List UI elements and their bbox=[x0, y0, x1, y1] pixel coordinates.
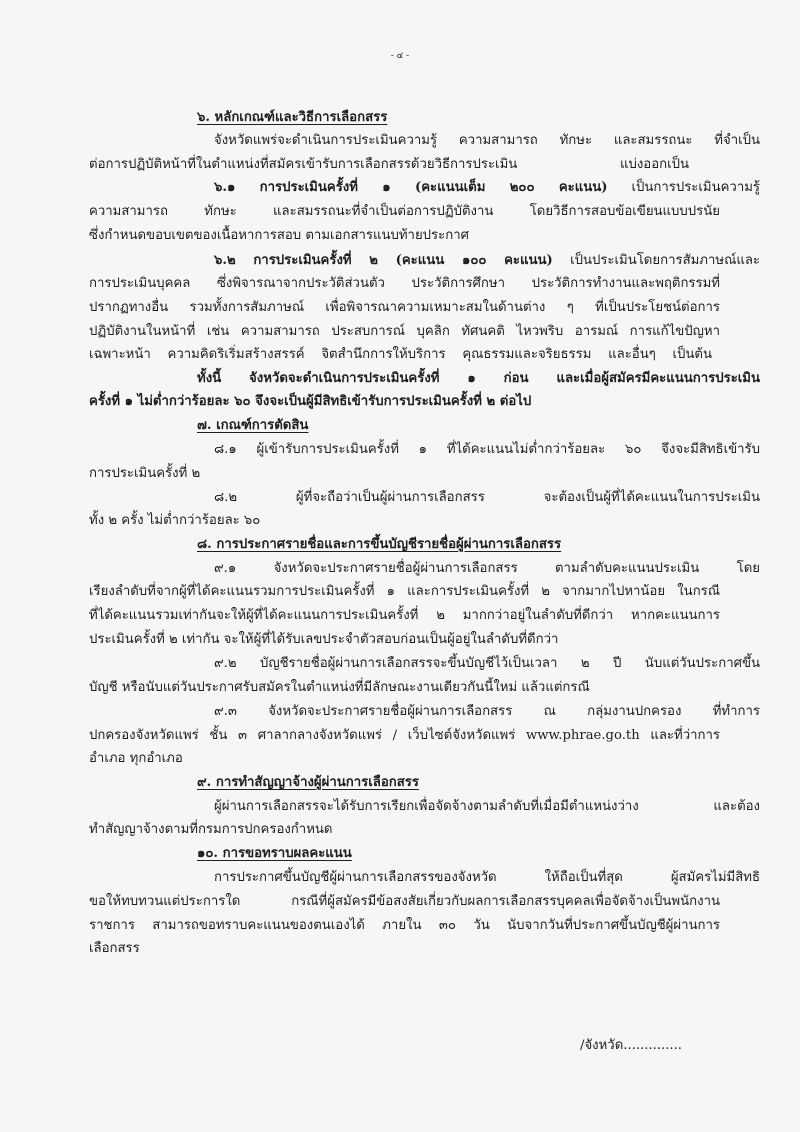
text-line-para bbox=[89, 298, 720, 318]
text-segment: ทำสัญญาจ้างตามที่กรมการปกครองกำหนด bbox=[89, 822, 333, 837]
text-segment: ความสามารถ ทักษะ และสมรรถนะที่จำเป็นต่อการปฏิบัติงาน โดยวิธีการสอบข้อเขียนแบบปรนัย bbox=[89, 204, 720, 219]
text-segment: ผู้ผ่านการเลือกสรรจะได้รับการเรียกเพื่อจัดจ้างตามลำดับที่เมื่อมีตำแหน่งว่าง และต้อง bbox=[214, 799, 760, 814]
text-line-para bbox=[89, 916, 720, 936]
text-segment: การประกาศขึ้นบัญชีผู้ผ่านการเลือกสรรของจังหวัด ให้ถือเป็นที่สุด ผู้สมัครไม่มีสิทธิ bbox=[214, 870, 760, 885]
text-segment: การประเมินบุคคล ซึ่งพิจารณาจากประวัติส่วนตัว ประวัติการศึกษา ประวัติการทำงานและพฤติกรรมที่ bbox=[89, 276, 720, 291]
text-line-para bbox=[214, 797, 760, 817]
continuation-note: /จังหวัด.............. bbox=[580, 1038, 682, 1053]
text-segment: ซึ่งกำหนดขอบเขตของเนื้อหาการสอบ ตามเอกสารแนบท้ายประกาศ bbox=[89, 228, 469, 243]
text-line-para bbox=[89, 322, 720, 342]
text-segment: เป็นประเมินโดยการสัมภาษณ์และ bbox=[552, 253, 760, 268]
text-line-para bbox=[89, 345, 712, 365]
text-line-para bbox=[214, 559, 760, 579]
text-line-para bbox=[89, 606, 720, 626]
text-segment: ทั้ง ๒ ครั้ง ไม่ต่ำกว่าร้อยละ ๖๐ bbox=[89, 513, 261, 528]
text-segment: ๖. หลักเกณฑ์และวิธีการเลือกสรร bbox=[197, 110, 388, 125]
text-line-para bbox=[89, 202, 720, 222]
text-segment: ๘.๑ ผู้เข้ารับการประเมินครั้งที่ ๑ ที่ได้คะแนนไม่ต่ำกว่าร้อยละ ๖๐ จึงจะมีสิทธิเข้ารับ bbox=[214, 442, 760, 457]
text-segment: เป็นการประเมินความรู้ bbox=[607, 180, 761, 195]
text-line-para bbox=[214, 868, 760, 888]
text-segment: ประเมินครั้งที่ ๒ เท่ากัน จะให้ผู้ที่ได้รับเลขประจำตัวสอบก่อนเป็นผู้อยู่ในลำดับที่ดีกว่า bbox=[89, 632, 559, 647]
text-segment: เฉพาะหน้า ความคิดริเริ่มสร้างสรรค์ จิตสำนึกการให้บริการ คุณธรรมและจริยธรรม และอื่นๆ เป็นต้น bbox=[89, 347, 712, 362]
text-line-note-bold bbox=[197, 369, 760, 389]
text-segment: ปกครองจังหวัดแพร่ ชั้น ๓ ศาลากลางจังหวัดแพร่ / เว็บไซต์จังหวัดแพร่ www.phrae.go.th และที่ว่าการ bbox=[89, 728, 720, 743]
text-line-para bbox=[89, 226, 469, 246]
text-line-para bbox=[89, 678, 590, 698]
text-line-heading-8 bbox=[197, 535, 561, 555]
text-segment: ทั้งนี้ จังหวัดจะดำเนินการประเมินครั้งที่ ๑ ก่อน และเมื่อผู้สมัครมีคะแนนการประเมิน bbox=[197, 371, 760, 386]
text-segment: ๗. เกณฑ์การตัดสิน bbox=[197, 418, 309, 433]
text-line-para bbox=[89, 820, 332, 840]
text-line-subheading-6-1 bbox=[214, 178, 760, 198]
text-line-para bbox=[89, 630, 558, 650]
text-line-para bbox=[214, 702, 760, 722]
text-segment: ปฏิบัติงานในหน้าที่ เช่น ความสามารถ ประสบการณ์ บุคลิก ทัศนคติ ไหวพริบ อารมณ์ การแก้ไขปัญหา bbox=[89, 324, 720, 339]
text-line-para bbox=[214, 440, 760, 460]
text-segment: ๙.๓ จังหวัดจะประกาศรายชื่อผู้ผ่านการเลือกสรร ณ กลุ่มงานปกครอง ที่ทำการ bbox=[214, 704, 760, 719]
text-line-para bbox=[89, 939, 140, 959]
text-segment: ๘.๒ ผู้ที่จะถือว่าเป็นผู้ผ่านการเลือกสรร จะต้องเป็นผู้ที่ได้คะแนนในการประเมิน bbox=[214, 490, 760, 505]
text-line-heading-10 bbox=[197, 844, 352, 864]
text-line-para bbox=[89, 726, 720, 746]
text-line-heading-7 bbox=[197, 416, 308, 436]
text-segment: ๑๐. การขอทราบผลคะแนน bbox=[197, 846, 352, 861]
text-line-para bbox=[89, 511, 260, 531]
text-segment: ครั้งที่ ๑ ไม่ต่ำกว่าร้อยละ ๖๐ จึงจะเป็นผู้มีสิทธิเข้ารับการประเมินครั้งที่ ๒ ต่อไป bbox=[89, 394, 532, 409]
text-segment: ๖.๑ การประเมินครั้งที่ ๑ (คะแนนเต็ม ๒๐๐ คะแนน) bbox=[214, 180, 608, 195]
text-segment: เลือกสรร bbox=[89, 941, 140, 956]
text-segment: ๙.๒ บัญชีรายชื่อผู้ผ่านการเลือกสรรจะขึ้นบัญชีไว้เป็นเวลา ๒ ปี นับแต่วันประกาศขึ้น bbox=[214, 656, 760, 671]
text-segment: ๙. การทำสัญญาจ้างผู้ผ่านการเลือกสรร bbox=[197, 775, 419, 790]
text-segment: ปรากฏทางอื่น รวมทั้งการสัมภาษณ์ เพื่อพิจารณาความเหมาะสมในด้านต่าง ๆ ที่เป็นประโยชน์ต่อการ bbox=[89, 300, 720, 315]
text-line-para bbox=[89, 749, 183, 769]
text-segment: ขอให้ทบทวนแต่ประการใด กรณีที่ผู้สมัครมีข้อสงสัยเกี่ยวกับผลการเลือกสรรบุคคลเพื่อจัดจ้างเป็นพนักงาน bbox=[89, 894, 720, 909]
text-segment: ๖.๒ การประเมินครั้งที่ ๒ (คะแนน ๑๐๐ คะแนน) bbox=[214, 253, 553, 268]
text-segment: อำเภอ ทุกอำเภอ bbox=[89, 751, 183, 766]
text-line-para bbox=[214, 131, 760, 151]
text-line-para bbox=[89, 464, 200, 484]
text-segment: ๙.๑ จังหวัดจะประกาศรายชื่อผู้ผ่านการเลือกสรร ตามลำดับคะแนนประเมิน โดย bbox=[214, 561, 760, 576]
text-segment: เรียงลำดับที่จากผู้ที่ได้คะแนนรวมการประเมินครั้งที่ ๑ และการประเมินครั้งที่ ๒ จากมากไปหาน้อย ในกรณี bbox=[89, 584, 720, 599]
text-segment: ต่อการปฏิบัติหน้าที่ในตำแหน่งที่สมัครเข้ารับการเลือกสรรด้วยวิธีการประเมิน แบ่งออกเป็น bbox=[89, 157, 689, 172]
text-line-para bbox=[214, 488, 760, 508]
text-line-heading-6 bbox=[197, 108, 387, 128]
page-number: - ๔ - bbox=[390, 51, 410, 61]
text-line-heading-9 bbox=[197, 773, 419, 793]
text-segment: การประเมินครั้งที่ ๒ bbox=[89, 466, 201, 481]
text-line-para bbox=[214, 654, 760, 674]
text-line-para bbox=[89, 892, 720, 912]
text-line-para bbox=[89, 155, 689, 175]
text-segment: บัญชี หรือนับแต่วันประกาศรับสมัครในตำแหน่งที่มีลักษณะงานเดียวกันนี้ใหม่ แล้วแต่กรณี bbox=[89, 680, 590, 695]
text-line-para bbox=[89, 274, 720, 294]
text-line-note-bold bbox=[89, 392, 531, 412]
text-segment: ราชการ สามารถขอทราบคะแนนของตนเองได้ ภายใน ๓๐ วัน นับจากวันที่ประกาศขึ้นบัญชีผู้ผ่านการ bbox=[89, 918, 720, 933]
text-line-para bbox=[89, 582, 720, 602]
text-segment: จังหวัดแพร่จะดำเนินการประเมินความรู้ ความสามารถ ทักษะ และสมรรถนะ ที่จำเป็น bbox=[214, 133, 760, 148]
text-line-subheading-6-2 bbox=[214, 251, 760, 271]
text-segment: ที่ได้คะแนนรวมเท่ากันจะให้ผู้ที่ได้คะแนนการประเมินครั้งที่ ๒ มากกว่าอยู่ในลำดับที่ดีกว่า หากคะแนนการ bbox=[89, 608, 720, 623]
text-segment: ๘. การประกาศรายชื่อและการขึ้นบัญชีรายชื่อผู้ผ่านการเลือกสรร bbox=[197, 537, 562, 552]
